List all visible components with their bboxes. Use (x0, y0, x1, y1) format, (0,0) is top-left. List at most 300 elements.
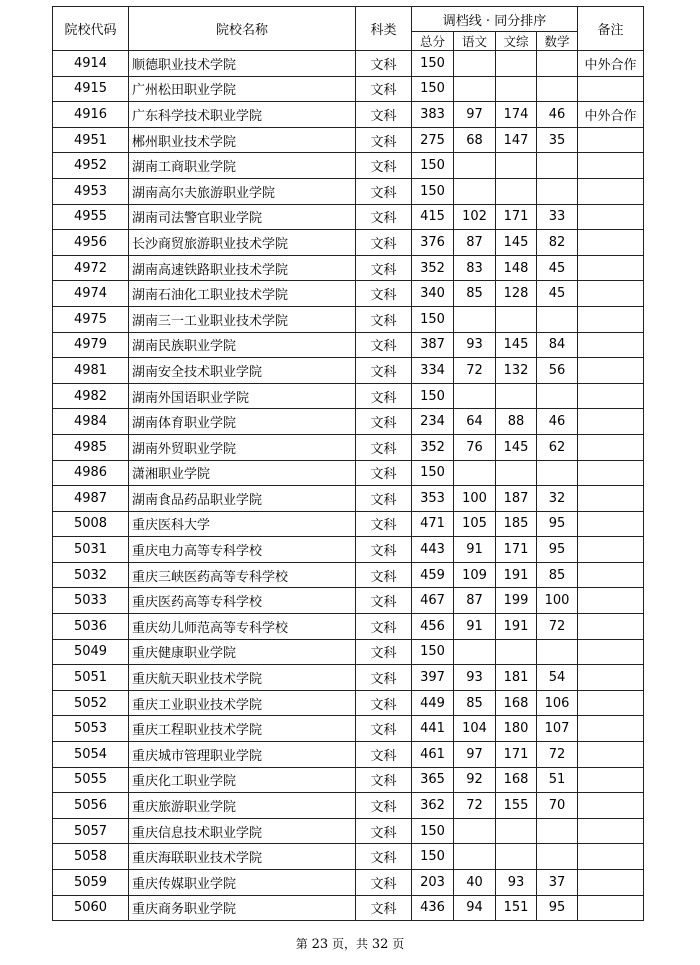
cell-chinese: 102 (454, 204, 496, 230)
cell-code: 5049 (53, 639, 129, 665)
cell-math: 32 (537, 486, 578, 512)
cell-math (537, 153, 578, 179)
cell-category: 文科 (356, 767, 412, 793)
cell-category: 文科 (356, 230, 412, 256)
cell-code: 4974 (53, 281, 129, 307)
cell-code: 4916 (53, 102, 129, 128)
cell-math: 107 (537, 716, 578, 742)
cell-name: 重庆化工职业学院 (129, 767, 356, 793)
header-name: 院校名称 (129, 7, 356, 51)
cell-chinese: 93 (454, 665, 496, 691)
cell-code: 5053 (53, 716, 129, 742)
cell-category: 文科 (356, 409, 412, 435)
cell-code: 4986 (53, 460, 129, 486)
cell-code: 5052 (53, 690, 129, 716)
cell-note (578, 255, 644, 281)
cell-name: 重庆工业职业技术学院 (129, 690, 356, 716)
cell-chinese (454, 153, 496, 179)
cell-name: 重庆商务职业学院 (129, 895, 356, 921)
header-code: 院校代码 (53, 7, 129, 51)
cell-category: 文科 (356, 844, 412, 870)
cell-code: 5057 (53, 818, 129, 844)
cell-chinese: 68 (454, 127, 496, 153)
header-group: 调档线 · 同分排序 (412, 7, 578, 32)
cell-total: 340 (412, 281, 454, 307)
cell-note (578, 178, 644, 204)
table-row (53, 51, 644, 77)
cell-chinese: 87 (454, 230, 496, 256)
table-row (53, 793, 644, 819)
cell-total: 150 (412, 460, 454, 486)
total-pages: 32 (371, 937, 389, 952)
table-row (53, 358, 644, 384)
cell-comprehensive (496, 844, 537, 870)
cell-category: 文科 (356, 204, 412, 230)
cell-total: 150 (412, 153, 454, 179)
cell-total: 275 (412, 127, 454, 153)
cell-comprehensive (496, 818, 537, 844)
cell-category: 文科 (356, 486, 412, 512)
cell-code: 4972 (53, 255, 129, 281)
cell-math: 85 (537, 562, 578, 588)
cell-math: 33 (537, 204, 578, 230)
cell-code: 4951 (53, 127, 129, 153)
cell-chinese: 83 (454, 255, 496, 281)
cell-total: 387 (412, 332, 454, 358)
cell-name: 湖南司法警官职业学院 (129, 204, 356, 230)
cell-note (578, 690, 644, 716)
table-row (53, 716, 644, 742)
cell-comprehensive: 145 (496, 332, 537, 358)
cell-code: 5056 (53, 793, 129, 819)
cell-comprehensive: 168 (496, 690, 537, 716)
cell-math: 70 (537, 793, 578, 819)
cell-chinese: 97 (454, 742, 496, 768)
cell-total: 150 (412, 306, 454, 332)
cell-math: 54 (537, 665, 578, 691)
cell-note (578, 306, 644, 332)
cell-total: 352 (412, 434, 454, 460)
cell-category: 文科 (356, 332, 412, 358)
cell-code: 4956 (53, 230, 129, 256)
cell-math (537, 460, 578, 486)
table-row (53, 76, 644, 102)
cell-category: 文科 (356, 818, 412, 844)
cell-chinese: 94 (454, 895, 496, 921)
table-row (53, 102, 644, 128)
cell-category: 文科 (356, 102, 412, 128)
cell-category: 文科 (356, 434, 412, 460)
table-row (53, 870, 644, 896)
cell-note (578, 537, 644, 563)
cell-total: 449 (412, 690, 454, 716)
cell-chinese: 105 (454, 511, 496, 537)
cell-comprehensive: 93 (496, 870, 537, 896)
cell-name: 重庆电力高等专科学校 (129, 537, 356, 563)
cell-code: 5060 (53, 895, 129, 921)
table-row (53, 409, 644, 435)
cell-math: 95 (537, 511, 578, 537)
cell-note (578, 127, 644, 153)
cell-note (578, 614, 644, 640)
cell-category: 文科 (356, 639, 412, 665)
cell-comprehensive: 148 (496, 255, 537, 281)
cell-name: 重庆医科大学 (129, 511, 356, 537)
cell-code: 4984 (53, 409, 129, 435)
cell-chinese: 92 (454, 767, 496, 793)
cell-name: 重庆三峡医药高等专科学校 (129, 562, 356, 588)
cell-total: 352 (412, 255, 454, 281)
cell-note (578, 844, 644, 870)
cell-note: 中外合作 (578, 51, 644, 77)
table-row (53, 844, 644, 870)
cell-comprehensive: 168 (496, 767, 537, 793)
table-row (53, 537, 644, 563)
table-row (53, 511, 644, 537)
cell-note (578, 562, 644, 588)
cell-note (578, 434, 644, 460)
cell-chinese: 93 (454, 332, 496, 358)
cell-name: 郴州职业技术学院 (129, 127, 356, 153)
cell-total: 467 (412, 588, 454, 614)
header-category: 科类 (356, 7, 412, 51)
cell-chinese: 72 (454, 358, 496, 384)
cell-category: 文科 (356, 511, 412, 537)
cell-math: 95 (537, 895, 578, 921)
cell-comprehensive (496, 460, 537, 486)
cell-category: 文科 (356, 306, 412, 332)
header-comprehensive: 文综 (496, 32, 537, 51)
cell-comprehensive: 128 (496, 281, 537, 307)
table-row (53, 562, 644, 588)
table-row (53, 281, 644, 307)
cell-note (578, 204, 644, 230)
footer-prefix: 第 (295, 937, 308, 951)
cell-category: 文科 (356, 665, 412, 691)
cell-code: 5058 (53, 844, 129, 870)
table-row (53, 767, 644, 793)
cell-comprehensive (496, 51, 537, 77)
cell-math: 84 (537, 332, 578, 358)
cell-name: 长沙商贸旅游职业技术学院 (129, 230, 356, 256)
cell-name: 湖南食品药品职业学院 (129, 486, 356, 512)
cell-chinese (454, 76, 496, 102)
cell-math: 72 (537, 742, 578, 768)
cell-note (578, 281, 644, 307)
cell-code: 4987 (53, 486, 129, 512)
cell-name: 湖南外贸职业学院 (129, 434, 356, 460)
cell-category: 文科 (356, 537, 412, 563)
cell-total: 376 (412, 230, 454, 256)
cell-chinese: 100 (454, 486, 496, 512)
cell-name: 重庆工程职业技术学院 (129, 716, 356, 742)
cell-comprehensive: 88 (496, 409, 537, 435)
table-row (53, 332, 644, 358)
cell-chinese: 109 (454, 562, 496, 588)
cell-comprehensive: 187 (496, 486, 537, 512)
table-row (53, 204, 644, 230)
cell-math: 82 (537, 230, 578, 256)
cell-note (578, 895, 644, 921)
cell-total: 459 (412, 562, 454, 588)
cell-comprehensive: 171 (496, 742, 537, 768)
cell-note (578, 665, 644, 691)
cell-chinese (454, 178, 496, 204)
footer-suffix: 页 (392, 937, 405, 951)
cell-category: 文科 (356, 178, 412, 204)
cell-chinese (454, 844, 496, 870)
cell-name: 湖南石油化工职业技术学院 (129, 281, 356, 307)
cell-name: 广州松田职业学院 (129, 76, 356, 102)
cell-total: 203 (412, 870, 454, 896)
cell-name: 湖南体育职业学院 (129, 409, 356, 435)
cell-comprehensive (496, 153, 537, 179)
cell-code: 5054 (53, 742, 129, 768)
cell-total: 334 (412, 358, 454, 384)
cell-chinese: 91 (454, 537, 496, 563)
cell-note (578, 716, 644, 742)
cell-note (578, 230, 644, 256)
cell-math: 46 (537, 409, 578, 435)
cell-total: 397 (412, 665, 454, 691)
table-row (53, 742, 644, 768)
cell-math: 56 (537, 358, 578, 384)
cell-category: 文科 (356, 716, 412, 742)
cell-name: 重庆城市管理职业学院 (129, 742, 356, 768)
cell-name: 重庆海联职业技术学院 (129, 844, 356, 870)
cell-note (578, 742, 644, 768)
cell-category: 文科 (356, 562, 412, 588)
cell-math: 46 (537, 102, 578, 128)
cell-math: 72 (537, 614, 578, 640)
cell-code: 5033 (53, 588, 129, 614)
cell-chinese (454, 460, 496, 486)
cell-total: 150 (412, 178, 454, 204)
cell-note (578, 76, 644, 102)
cell-category: 文科 (356, 281, 412, 307)
cell-math: 37 (537, 870, 578, 896)
cell-category: 文科 (356, 588, 412, 614)
cell-total: 150 (412, 818, 454, 844)
cell-code: 4914 (53, 51, 129, 77)
cell-name: 重庆航天职业技术学院 (129, 665, 356, 691)
cell-comprehensive: 155 (496, 793, 537, 819)
cell-code: 4952 (53, 153, 129, 179)
cell-code: 4979 (53, 332, 129, 358)
cell-total: 150 (412, 76, 454, 102)
table-row (53, 255, 644, 281)
cell-note (578, 409, 644, 435)
cell-chinese: 85 (454, 281, 496, 307)
cell-total: 150 (412, 639, 454, 665)
table-row (53, 153, 644, 179)
cell-chinese: 40 (454, 870, 496, 896)
cell-name: 湖南高速铁路职业技术学院 (129, 255, 356, 281)
header-total: 总分 (412, 32, 454, 51)
page-footer (0, 935, 700, 952)
cell-category: 文科 (356, 153, 412, 179)
cell-chinese (454, 818, 496, 844)
table-row (53, 639, 644, 665)
cell-name: 重庆健康职业学院 (129, 639, 356, 665)
cell-note (578, 793, 644, 819)
cell-math (537, 844, 578, 870)
cell-note (578, 870, 644, 896)
cell-total: 150 (412, 844, 454, 870)
cell-category: 文科 (356, 895, 412, 921)
cell-total: 362 (412, 793, 454, 819)
cell-note (578, 588, 644, 614)
cell-comprehensive: 145 (496, 434, 537, 460)
cell-chinese: 87 (454, 588, 496, 614)
cell-math (537, 306, 578, 332)
cell-note (578, 486, 644, 512)
cell-total: 456 (412, 614, 454, 640)
cell-category: 文科 (356, 383, 412, 409)
cell-note (578, 818, 644, 844)
header-math: 数学 (537, 32, 578, 51)
cell-chinese: 64 (454, 409, 496, 435)
cell-comprehensive: 191 (496, 614, 537, 640)
cell-category: 文科 (356, 460, 412, 486)
table-row (53, 588, 644, 614)
cell-total: 443 (412, 537, 454, 563)
table-row (53, 818, 644, 844)
cell-math (537, 178, 578, 204)
cell-total: 150 (412, 383, 454, 409)
cell-math: 35 (537, 127, 578, 153)
footer-middle: 页，共 (331, 937, 368, 951)
cell-total: 471 (412, 511, 454, 537)
cell-name: 重庆传媒职业学院 (129, 870, 356, 896)
cell-total: 234 (412, 409, 454, 435)
cell-category: 文科 (356, 614, 412, 640)
cell-category: 文科 (356, 870, 412, 896)
cell-name: 重庆旅游职业学院 (129, 793, 356, 819)
cell-total: 150 (412, 51, 454, 77)
cell-name: 湖南民族职业学院 (129, 332, 356, 358)
header-chinese: 语文 (454, 32, 496, 51)
cell-math (537, 818, 578, 844)
cell-code: 4975 (53, 306, 129, 332)
cell-math: 62 (537, 434, 578, 460)
cell-code: 5008 (53, 511, 129, 537)
table-header (53, 7, 644, 51)
cell-math (537, 639, 578, 665)
table-row (53, 690, 644, 716)
cell-name: 顺德职业技术学院 (129, 51, 356, 77)
cell-category: 文科 (356, 690, 412, 716)
cell-note (578, 767, 644, 793)
cell-math: 106 (537, 690, 578, 716)
cell-comprehensive: 171 (496, 537, 537, 563)
header-note: 备注 (578, 7, 644, 51)
cell-name: 湖南三一工业职业技术学院 (129, 306, 356, 332)
cell-chinese: 76 (454, 434, 496, 460)
cell-name: 重庆医药高等专科学校 (129, 588, 356, 614)
cell-name: 湖南工商职业学院 (129, 153, 356, 179)
cell-code: 5051 (53, 665, 129, 691)
cell-math: 45 (537, 281, 578, 307)
cell-comprehensive: 191 (496, 562, 537, 588)
cell-comprehensive: 132 (496, 358, 537, 384)
cell-math: 100 (537, 588, 578, 614)
cell-name: 重庆信息技术职业学院 (129, 818, 356, 844)
table-row (53, 486, 644, 512)
cell-name: 广东科学技术职业学院 (129, 102, 356, 128)
cell-chinese: 91 (454, 614, 496, 640)
cell-name: 湖南安全技术职业学院 (129, 358, 356, 384)
cell-chinese: 85 (454, 690, 496, 716)
cell-code: 4982 (53, 383, 129, 409)
cell-math: 95 (537, 537, 578, 563)
cell-code: 5055 (53, 767, 129, 793)
cell-name: 湖南高尔夫旅游职业学院 (129, 178, 356, 204)
cell-total: 461 (412, 742, 454, 768)
cell-comprehensive: 181 (496, 665, 537, 691)
table-row (53, 178, 644, 204)
cell-math: 45 (537, 255, 578, 281)
cell-name: 重庆幼儿师范高等专科学校 (129, 614, 356, 640)
table-body (53, 51, 644, 921)
table-row (53, 614, 644, 640)
table-row (53, 895, 644, 921)
cell-comprehensive (496, 76, 537, 102)
page-number: 23 (311, 937, 329, 952)
table-row (53, 306, 644, 332)
cell-comprehensive (496, 178, 537, 204)
table-row (53, 460, 644, 486)
cell-comprehensive (496, 639, 537, 665)
cell-total: 415 (412, 204, 454, 230)
cell-comprehensive: 147 (496, 127, 537, 153)
cell-code: 5031 (53, 537, 129, 563)
table-row (53, 230, 644, 256)
cell-chinese (454, 51, 496, 77)
cell-chinese: 104 (454, 716, 496, 742)
cell-note (578, 383, 644, 409)
table-row (53, 383, 644, 409)
cell-comprehensive: 151 (496, 895, 537, 921)
cell-category: 文科 (356, 255, 412, 281)
cell-note (578, 153, 644, 179)
cell-category: 文科 (356, 793, 412, 819)
cell-math (537, 76, 578, 102)
cell-category: 文科 (356, 358, 412, 384)
cell-comprehensive (496, 383, 537, 409)
cell-comprehensive: 180 (496, 716, 537, 742)
cell-math (537, 51, 578, 77)
cell-chinese (454, 383, 496, 409)
cell-name: 湖南外国语职业学院 (129, 383, 356, 409)
cell-note: 中外合作 (578, 102, 644, 128)
cell-category: 文科 (356, 127, 412, 153)
cell-chinese (454, 639, 496, 665)
cell-code: 5036 (53, 614, 129, 640)
cell-total: 436 (412, 895, 454, 921)
cell-note (578, 358, 644, 384)
table-row (53, 434, 644, 460)
cell-category: 文科 (356, 51, 412, 77)
cell-math (537, 383, 578, 409)
cell-code: 4915 (53, 76, 129, 102)
cell-comprehensive (496, 306, 537, 332)
admission-table (52, 6, 644, 921)
cell-comprehensive: 171 (496, 204, 537, 230)
cell-code: 4981 (53, 358, 129, 384)
cell-note (578, 332, 644, 358)
cell-code: 4985 (53, 434, 129, 460)
